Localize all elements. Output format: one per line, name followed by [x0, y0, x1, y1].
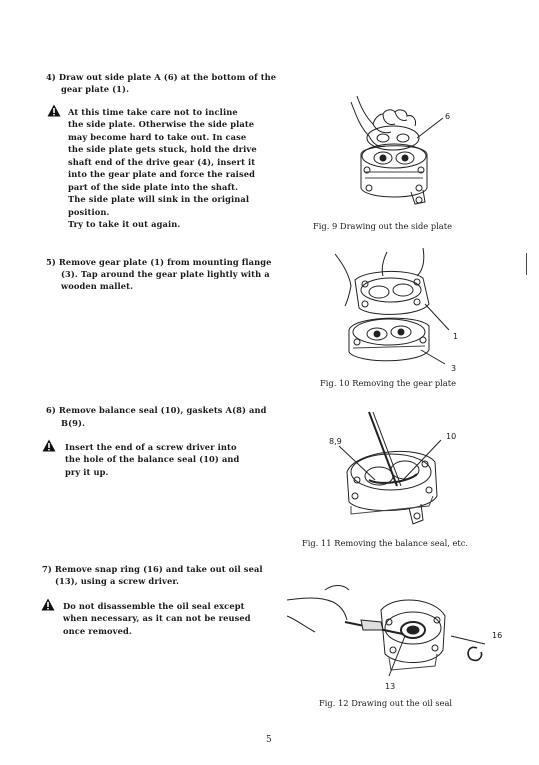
fig-11-callout-8-9: 8,9	[329, 437, 342, 446]
warning-icon	[47, 104, 61, 117]
fig-12-illustration	[285, 570, 503, 695]
step-6-warning-line-1: Insert the end of a screw driver into	[65, 442, 237, 452]
step-7-warning-line-1: Do not disassemble the oil seal except	[63, 601, 245, 611]
step-4-warning-line-6: into the gear plate and force the raised	[68, 169, 255, 179]
fig-10-caption: Fig. 10 Removing the gear plate	[320, 378, 456, 388]
fig-10-illustration	[325, 246, 475, 376]
page-number: 5	[266, 735, 272, 745]
fig-11-illustration	[325, 410, 475, 535]
warning-icon	[42, 439, 56, 452]
step-5-heading-line-3: wooden mallet.	[61, 281, 134, 291]
step-4-heading-line-2: gear plate (1).	[61, 84, 130, 94]
step-4-warning-line-4: the side plate gets stuck, hold the drive	[68, 144, 257, 154]
fig-9-caption: Fig. 9 Drawing out the side plate	[313, 221, 452, 231]
step-6-warning-line-2: the hole of the balance seal (10) and	[65, 454, 240, 464]
step-7-heading-line-2: (13), using a screw driver.	[55, 576, 180, 586]
step-6-warning-line-3: pry it up.	[65, 467, 109, 477]
step-6-heading-line-2: B(9).	[61, 418, 86, 428]
margin-mark	[526, 253, 527, 275]
fig-10-callout-1: 1	[453, 332, 459, 341]
fig-11-caption: Fig. 11 Removing the balance seal, etc.	[302, 538, 469, 548]
fig-11-callout-10: 10	[446, 432, 457, 441]
step-6-heading-line-1: 6) Remove balance seal (10), gaskets A(8) and	[46, 405, 267, 415]
step-4-warning-line-10: Try to take it out again.	[68, 219, 181, 229]
step-4-warning-line-8: The side plate will sink in the original	[68, 194, 250, 204]
step-7-warning-line-3: once removed.	[63, 626, 132, 636]
step-4-heading-line-1: 4) Draw out side plate A (6) at the bottom of the	[46, 72, 277, 82]
step-4-warning-line-7: part of the side plate into the shaft.	[68, 182, 239, 192]
fig-9-callout-6: 6	[445, 112, 451, 121]
step-4-warning-line-2: the side plate. Otherwise the side plate	[68, 119, 255, 129]
step-7-heading-line-1: 7) Remove snap ring (16) and take out oil seal	[42, 564, 263, 574]
step-5-heading-line-1: 5) Remove gear plate (1) from mounting flange	[46, 257, 272, 267]
fig-12-callout-13: 13	[385, 682, 396, 691]
fig-12-callout-16: 16	[492, 631, 503, 640]
step-7-warning-line-2: when necessary, as it can not be reused	[63, 613, 251, 623]
step-4-warning-line-9: position.	[68, 207, 110, 217]
step-5-heading-line-2: (3). Tap around the gear plate lightly with a	[61, 269, 270, 279]
warning-icon	[41, 598, 55, 611]
step-4-warning-line-5: shaft end of the drive gear (4), insert it	[68, 157, 256, 167]
step-4-warning-line-1: At this time take care not to incline	[68, 107, 238, 117]
fig-10-callout-3: 3	[451, 364, 457, 373]
fig-12-caption: Fig. 12 Drawing out the oil seal	[319, 698, 453, 708]
step-4-warning-line-3: may become hard to take out. In case	[68, 132, 247, 142]
fig-9-illustration	[335, 88, 475, 216]
